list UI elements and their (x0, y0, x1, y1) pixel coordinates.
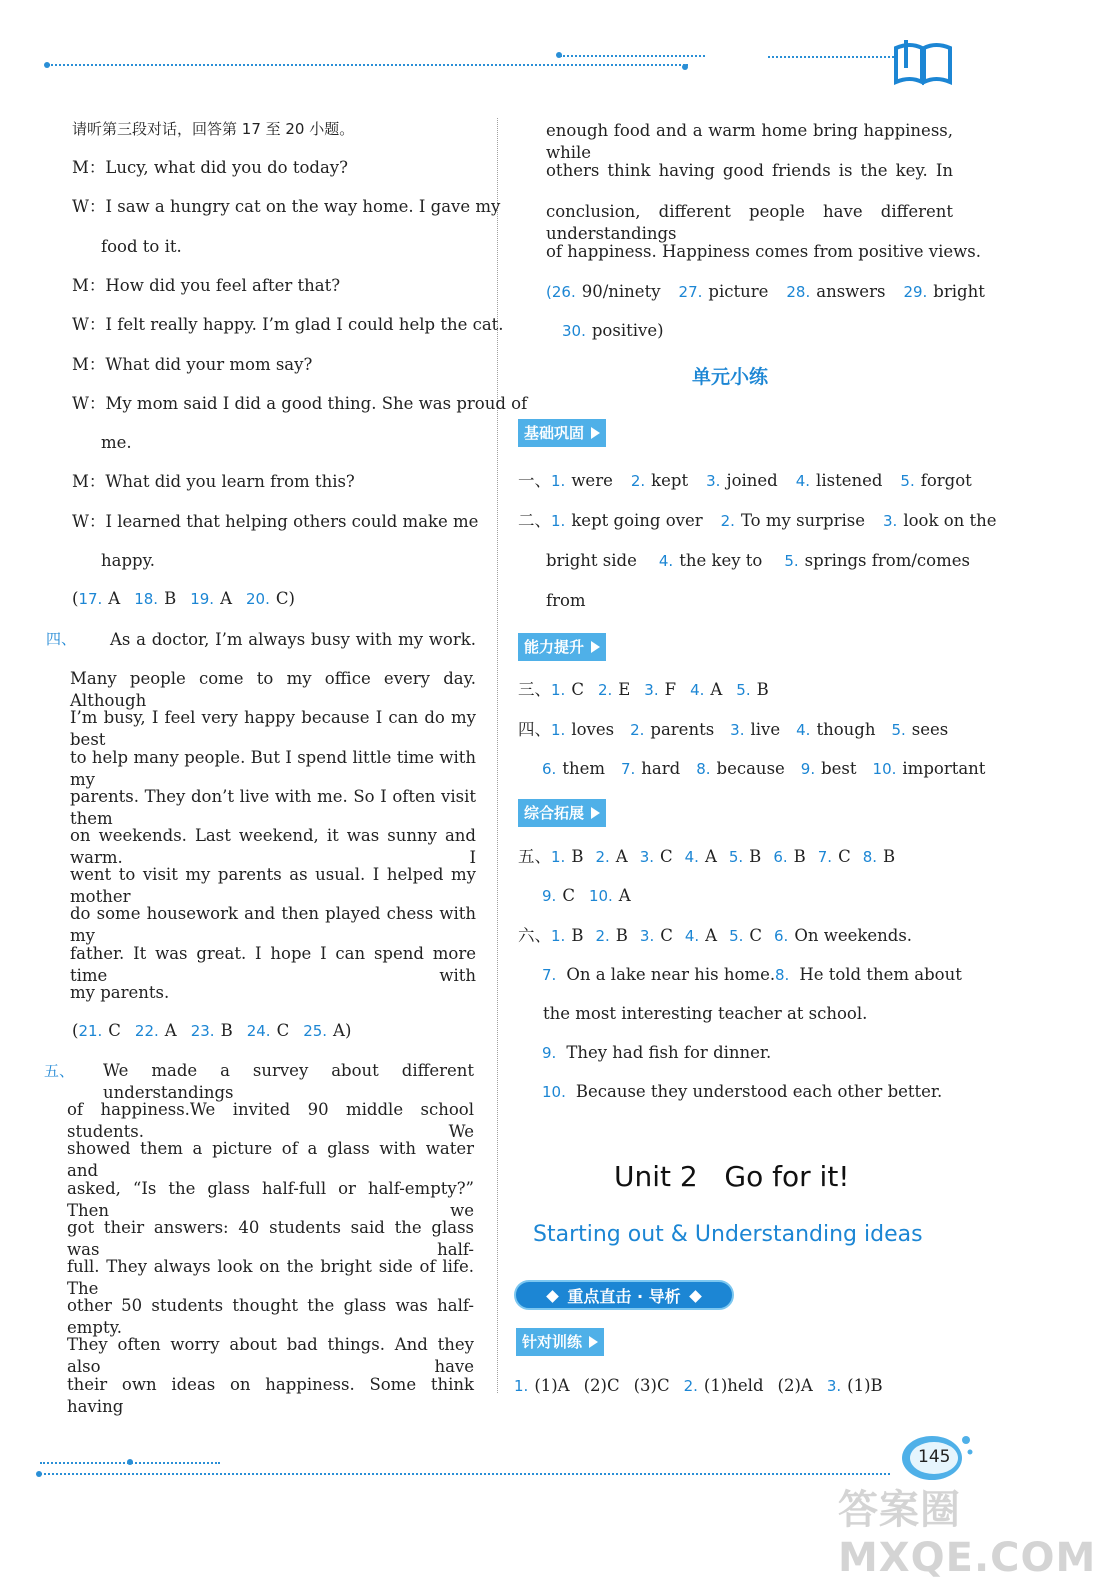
item-number: 5. (736, 681, 751, 699)
dialogue-line (72, 354, 312, 376)
item-number: 20. (246, 590, 270, 608)
item-number: 17. (78, 590, 103, 608)
section-5-label: 五、 (44, 1062, 75, 1080)
dialogue-text: Lucy, what did you do today? (105, 158, 348, 177)
item-answer: C (108, 1021, 121, 1040)
item-answer: B (164, 589, 177, 608)
dialogue-line (101, 550, 155, 572)
answer-6-8-cont: the most interesting teacher at school. (543, 1004, 868, 1023)
passage-line: on weekends. Last weekend, it was sunny and warm. I (70, 826, 476, 867)
diamond-icon (689, 1290, 702, 1303)
item-answer: parents (650, 720, 715, 739)
watermark: 答案圈 MXQE.COM (838, 1487, 1096, 1581)
item-number: 25. (303, 1022, 328, 1040)
item-number: 6. (774, 927, 789, 945)
answer-row-21-25 (72, 1020, 351, 1042)
play-icon (591, 807, 600, 819)
item-number: 4. (690, 681, 705, 699)
item-number: 10. (542, 1083, 566, 1101)
passage-line: others think having good friends is the key. In (546, 161, 953, 181)
item-number: 2. (595, 927, 610, 945)
item-answer: though (816, 720, 876, 739)
passage-line: other 50 students thought the glass was half-empty. (67, 1296, 474, 1338)
passage-line: enough food and a warm home bring happiness, while (546, 121, 953, 162)
item-answer: kept (651, 471, 689, 490)
item-number: 2. (630, 721, 645, 739)
item-number: 4. (795, 472, 811, 490)
item-number: 23. (190, 1022, 215, 1040)
footer-dotted-line (40, 1473, 890, 1475)
item-answer: (1)held (703, 1376, 764, 1395)
answer-6-9 (542, 1042, 771, 1064)
item-answer: A (710, 680, 723, 699)
dialogue-line (72, 157, 348, 179)
passage-line: full. They always look on the bright side of life. The (67, 1257, 474, 1298)
passage-line: went to visit my parents as usual. I helped my mother (70, 865, 476, 907)
answer-row-26-29 (546, 281, 985, 303)
dialogue-line (72, 314, 504, 336)
item-answer: best (821, 759, 857, 778)
item-answer: look on the (903, 511, 997, 530)
answer-row-training (514, 1375, 883, 1397)
speaker: M： (72, 275, 106, 295)
training-badge (516, 1328, 604, 1356)
item-number: 4. (658, 552, 674, 570)
passage-line: do some housework and then played chess with my (70, 904, 476, 946)
item-answer: They had fish for dinner. (566, 1043, 772, 1062)
item-answer: A (704, 847, 717, 866)
item-number: 7. (817, 848, 833, 866)
header-dotted-line (560, 55, 705, 57)
item-answer: bright (933, 282, 985, 301)
item-number: 2. (630, 472, 646, 490)
answer-row-2a (518, 510, 997, 532)
passage-line: I’m busy, I feel very happy because I can do my best (70, 708, 476, 750)
item-answer: live (750, 720, 781, 739)
answer-row-17-20 (72, 588, 295, 610)
item-answer: bright side (546, 551, 637, 570)
item-answer: A (220, 589, 232, 608)
item-answer: hard (641, 759, 681, 778)
item-number: 5. (891, 721, 906, 739)
item-number: 5. (900, 472, 915, 490)
answer-6-10 (542, 1081, 942, 1103)
item-number: 5. (729, 927, 744, 945)
dialogue-text: I felt really happy. I’m glad I could help the cat. (105, 315, 504, 335)
item-answer: springs from/comes (804, 551, 970, 570)
item-answer: A (164, 1021, 177, 1040)
answer-row-2b (546, 550, 970, 572)
item-answer: them (562, 759, 605, 778)
speaker: M： (72, 158, 106, 177)
dialogue-line (101, 236, 182, 258)
item-answer: (2)A (777, 1376, 813, 1395)
dialogue-text: I learned that helping others could make me (105, 511, 479, 531)
header-dotted-line (48, 64, 688, 66)
item-answer: On a lake near his home. (566, 965, 776, 984)
item-number: 3. (730, 721, 745, 739)
paren: ( (72, 589, 79, 608)
speaker: M： (72, 472, 106, 492)
passage-line: We made a survey about different understandings (103, 1061, 474, 1102)
key-points-pill (514, 1280, 734, 1310)
answer-row-2c: from (546, 591, 586, 610)
passage-line: got their answers: 40 students said the glass was half- (67, 1217, 474, 1259)
item-number: 6. (773, 848, 788, 866)
dialogue-line (72, 471, 355, 493)
item-number: 3. (639, 927, 655, 945)
extend-badge (518, 799, 606, 827)
paren: ( (72, 1021, 79, 1040)
footer-dot (127, 1459, 133, 1465)
passage-line: to help many people. But I spend little time with my (70, 747, 476, 789)
item-answer: answers (816, 282, 886, 301)
item-number: 1. (514, 1377, 529, 1395)
speaker: W： (72, 511, 106, 531)
item-answer: C (571, 680, 584, 699)
badge-label: 针对训练 (522, 1333, 583, 1351)
passage-line: As a doctor, I’m always busy with my work. (110, 630, 476, 649)
answer-6-7 (542, 964, 775, 986)
item-number: 3. (644, 681, 659, 699)
passage-line: their own ideas on happiness. Some think having (67, 1374, 474, 1416)
passage-line: Many people come to my office every day. Although (70, 669, 476, 711)
item-answer: (2)C (583, 1376, 620, 1395)
answer-row-5a (518, 846, 895, 868)
item-number: 8. (862, 848, 878, 866)
page-number-badge (898, 1428, 974, 1484)
answer-row-30 (562, 320, 664, 342)
item-answer: A (618, 886, 631, 905)
item-number: 5. (784, 552, 799, 570)
play-icon (591, 641, 600, 653)
dialogue-text: What did you learn from this? (105, 472, 355, 492)
item-number: 8. (775, 966, 790, 984)
item-answer: B (756, 680, 769, 699)
item-number: 3. (883, 512, 898, 530)
item-answer: B (571, 926, 584, 945)
passage-line: of happiness.We invited 90 middle school students. We (67, 1100, 474, 1142)
item-number: 1. (551, 512, 566, 530)
item-answer: F (664, 680, 677, 699)
dialogue-line (72, 393, 527, 415)
answer-row-4a (518, 719, 948, 741)
item-answer: B (749, 847, 762, 866)
item-answer: C (562, 886, 575, 905)
item-number: 4. (796, 721, 811, 739)
dialogue-text: me. (101, 433, 132, 453)
header-dotted-line (768, 56, 898, 58)
item-answer: the key to (679, 551, 763, 570)
item-answer: C (660, 847, 673, 866)
passage-line: my parents. (70, 982, 170, 1002)
section-label: 一、 (518, 471, 551, 490)
item-number: 1. (551, 848, 566, 866)
dialogue-line (72, 511, 478, 533)
header-dot (682, 64, 688, 70)
passage-line: of happiness. Happiness comes from positive views. (546, 241, 981, 261)
item-answer: B (883, 847, 896, 866)
item-number: 24. (246, 1022, 271, 1040)
pill-label: 重点直击 · 导析 (567, 1287, 681, 1306)
item-number: 28. (786, 283, 811, 301)
item-answer: (1)B (847, 1376, 883, 1395)
item-number: 3. (639, 848, 654, 866)
answer-row-3 (518, 679, 769, 701)
item-answer: loves (571, 720, 615, 739)
item-number: 7. (620, 760, 636, 778)
dialogue-line (72, 275, 340, 297)
item-number: 8. (696, 760, 711, 778)
item-answer: joined (726, 471, 778, 490)
item-number: 2. (683, 1377, 698, 1395)
dialogue-text: What did your mom say? (105, 354, 313, 374)
diamond-icon (547, 1290, 560, 1303)
item-answer: B (615, 926, 628, 945)
speaker: W： (72, 315, 106, 335)
item-answer: important (902, 759, 986, 778)
item-answer: sees (911, 720, 949, 739)
section-4-label: 四、 (46, 630, 77, 648)
item-number: 22. (134, 1022, 159, 1040)
dialogue-text: My mom said I did a good thing. She was proud of (105, 393, 528, 413)
section-label: 三、 (518, 680, 551, 699)
item-answer: C) (275, 589, 295, 608)
item-number: 2. (720, 512, 735, 530)
dialogue-text: food to it. (101, 236, 182, 256)
item-answer: Because they understood each other better. (575, 1082, 943, 1101)
item-number: 30. (562, 322, 586, 340)
item-answer: C (660, 926, 673, 945)
item-number: 5. (728, 848, 744, 866)
page-number: 145 (918, 1447, 951, 1467)
answer-6-8 (775, 964, 962, 986)
item-answer: 90/ninety (581, 282, 661, 301)
passage-line: father. It was great. I hope I can spend more time with (70, 943, 476, 985)
column-divider (497, 118, 498, 1393)
item-number: 1. (551, 721, 566, 739)
item-number: 3. (826, 1377, 842, 1395)
badge-label: 基础巩固 (524, 424, 585, 442)
item-number: 7. (542, 966, 557, 984)
item-number: 2. (595, 848, 610, 866)
item-number: 18. (134, 590, 159, 608)
unit-practice-title: 单元小练 (692, 366, 769, 388)
item-answer: C (276, 1021, 290, 1040)
item-number: 4. (684, 927, 700, 945)
item-number: 9. (542, 887, 557, 905)
section-label: 六、 (518, 926, 551, 945)
badge-label: 综合拓展 (524, 804, 585, 822)
item-answer: A (705, 926, 718, 945)
item-number: 3. (706, 472, 721, 490)
item-answer: picture (708, 282, 769, 301)
item-answer: (3)C (633, 1376, 670, 1395)
play-icon (589, 1336, 598, 1348)
item-number: (26. (546, 283, 576, 301)
answer-row-1 (518, 470, 972, 492)
item-number: 19. (190, 590, 215, 608)
item-number: 1. (551, 927, 566, 945)
item-number: 1. (551, 472, 566, 490)
section-label: 四、 (518, 720, 551, 739)
footer-dot (36, 1471, 42, 1477)
book-icon (892, 38, 954, 86)
dialogue-text: happy. (101, 551, 155, 570)
badge-label: 能力提升 (524, 638, 585, 656)
item-number: 1. (551, 681, 566, 699)
item-answer: were (571, 471, 613, 490)
item-answer: A (615, 847, 628, 866)
item-answer: To my surprise (740, 511, 866, 530)
section-subtitle: Starting out & Understanding ideas (533, 1222, 923, 1247)
item-answer: On weekends. (794, 926, 913, 945)
header-dot (556, 52, 562, 58)
item-number: 10. (588, 887, 613, 905)
item-number: 9. (542, 1044, 557, 1062)
answer-row-6a (518, 925, 912, 947)
item-answer: positive) (591, 321, 664, 340)
item-number: 21. (78, 1022, 103, 1040)
item-number: 9. (800, 760, 816, 778)
item-number: 27. (678, 283, 703, 301)
item-answer: B (220, 1021, 233, 1040)
basic-badge (518, 419, 606, 447)
item-number: 2. (597, 681, 613, 699)
item-answer: A (108, 589, 121, 608)
passage-line: parents. They don’t live with me. So I often visit them (70, 786, 476, 828)
item-answer: E (618, 680, 631, 699)
item-answer: C (749, 926, 763, 945)
answer-row-4b (542, 758, 985, 780)
passage-line: conclusion, different people have different understandings (546, 201, 953, 243)
dialogue-line (72, 196, 500, 218)
section-label: 二、 (518, 511, 551, 530)
item-answer: (1)A (534, 1376, 570, 1395)
speaker: W： (72, 393, 106, 413)
section-heading: 请听第三段对话，回答第 17 至 20 小题。 (72, 120, 355, 138)
item-answer: B (571, 847, 584, 866)
dialogue-line (101, 432, 132, 454)
dialogue-text: I saw a hungry cat on the way home. I gave my (105, 197, 501, 217)
item-number: 6. (542, 760, 557, 778)
item-answer: forgot (920, 471, 972, 490)
improve-badge (518, 633, 606, 661)
item-number: 4. (684, 848, 699, 866)
item-answer: C (838, 847, 851, 866)
answer-row-5b (542, 885, 631, 907)
section-label: 五、 (518, 847, 551, 866)
speaker: M： (72, 354, 106, 374)
header-dot (44, 62, 50, 68)
item-answer: kept going over (571, 511, 703, 530)
item-answer: B (793, 847, 806, 866)
unit-title: Unit 2 Go for it! (614, 1160, 850, 1193)
passage-line: asked, “Is the glass half-full or half-empty?” Then we (67, 1178, 474, 1220)
play-icon (591, 427, 600, 439)
dialogue-text: How did you feel after that? (105, 275, 341, 295)
passage-line: showed them a picture of a glass with water and (67, 1139, 474, 1181)
item-answer: A) (333, 1021, 352, 1040)
item-number: 10. (872, 760, 897, 778)
item-answer: listened (816, 471, 883, 490)
item-answer: because (716, 759, 785, 778)
passage-line: They often worry about bad things. And they also have (67, 1335, 474, 1377)
item-number: 29. (903, 283, 928, 301)
item-answer: He told them about (799, 965, 962, 984)
speaker: W： (72, 197, 106, 217)
